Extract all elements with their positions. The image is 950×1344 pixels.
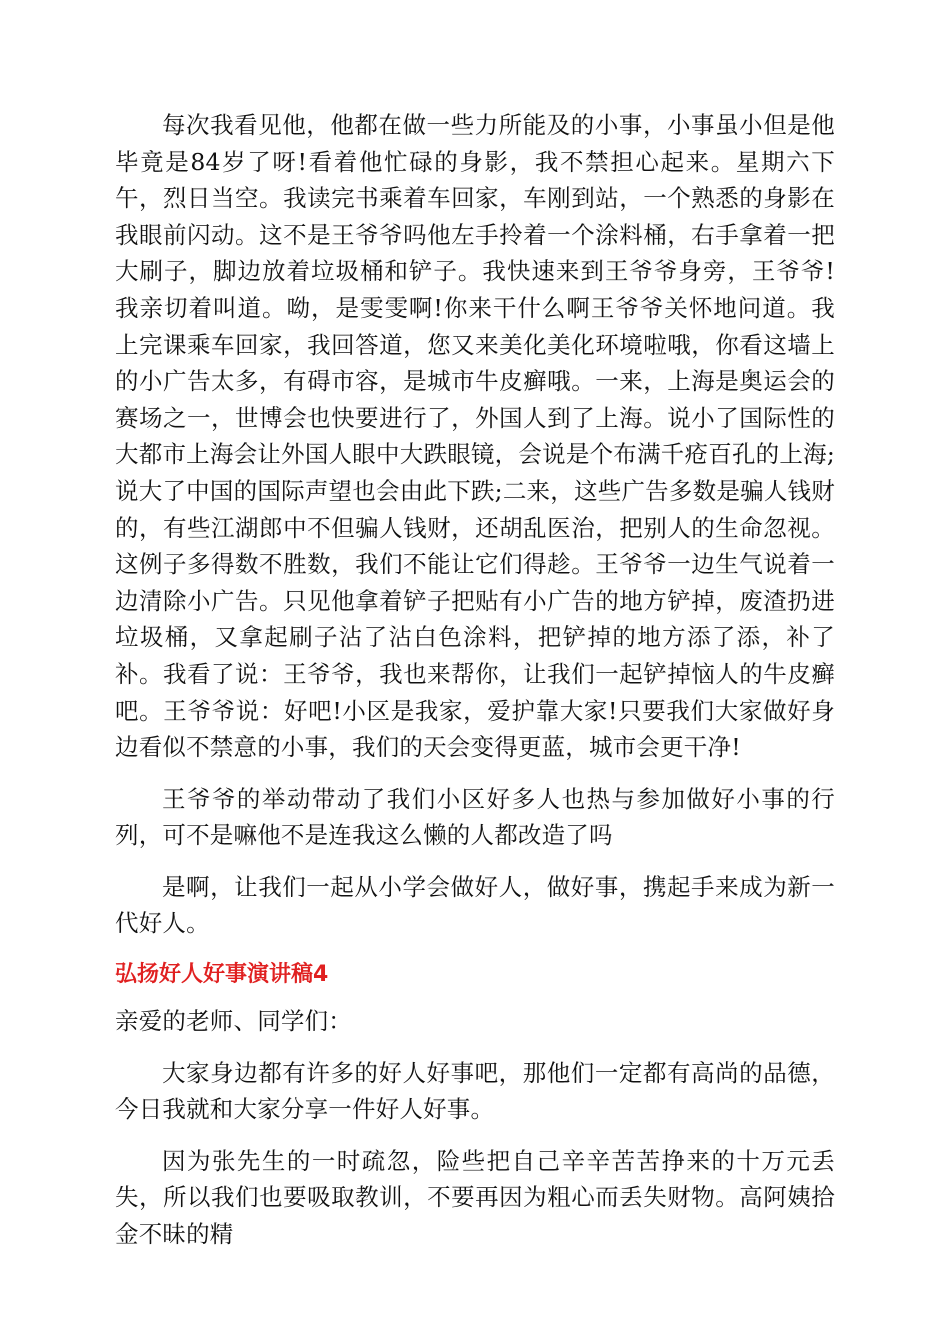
paragraph-influence: 王爷爷的举动带动了我们小区好多人也热与参加做好小事的行列，可不是嘛他不是连我这么懒的人都改造了吗	[115, 784, 835, 850]
paragraph-intro: 大家身边都有许多的好人好事吧，那他们一定都有高尚的品德，今日我就和大家分享一件好人好事。	[115, 1058, 835, 1124]
paragraph-story: 每次我看见他，他都在做一些力所能及的小事，小事虽小但是他毕竟是84岁了呀!看着他忙碌的身影，我不禁担心起来。星期六下午，烈日当空。我读完书乘着车回家，车刚到站，一个熟悉的身影在我眼前闪动。这不是王爷爷吗他左手拎着一个涂料桶，右手拿着一把大刷子，脚边放着垃圾桶和铲子。我快速来到王爷爷身旁，王爷爷!我亲切着叫道。呦，是雯雯啊!你来干什么啊王爷爷关怀地问道。我上完课乘车回家，我回答道，您又来美化美化环境啦哦，你看这墙上的小广告太多，有碍市容，是城市牛皮癣哦。一来，上海是奥运会的赛场之一，世博会也快要进行了，外国人到了上海。说小了国际性的大都市上海会让外国人眼中大跌眼镜，会说是个布满千疮百孔的上海;说大了中国的国际声望也会由此下跌;二来，这些广告多数是骗人钱财的，有些江湖郎中不但骗人钱财，还胡乱医治，把别人的生命忽视。这例子多得数不胜数，我们不能让它们得趁。王爷爷一边生气说着一边清除小广告。只见他拿着铲子把贴有小广告的地方铲掉，废渣扔进垃圾桶，又拿起刷子沾了沾白色涂料，把铲掉的地方添了添，补了补。我看了说：王爷爷，我也来帮你，让我们一起铲掉恼人的牛皮癣吧。王爷爷说：好吧!小区是我家，爱护靠大家!只要我们大家做好身边看似不禁意的小事，我们的天会变得更蓝，城市会更干净!	[115, 111, 835, 762]
document-page	[115, 107, 835, 1268]
salutation: 亲爱的老师、同学们：	[115, 1007, 352, 1036]
section-heading: 弘扬好人好事演讲稿4	[115, 962, 329, 988]
paragraph-conclusion: 是啊，让我们一起从小学会做好人，做好事，携起手来成为新一代好人。	[115, 872, 835, 938]
paragraph-body: 因为张先生的一时疏忽，险些把自己辛辛苦苦挣来的十万元丢失，所以我们也要吸取教训，不要再因为粗心而丢失财物。高阿姨拾金不昧的精	[115, 1146, 835, 1249]
